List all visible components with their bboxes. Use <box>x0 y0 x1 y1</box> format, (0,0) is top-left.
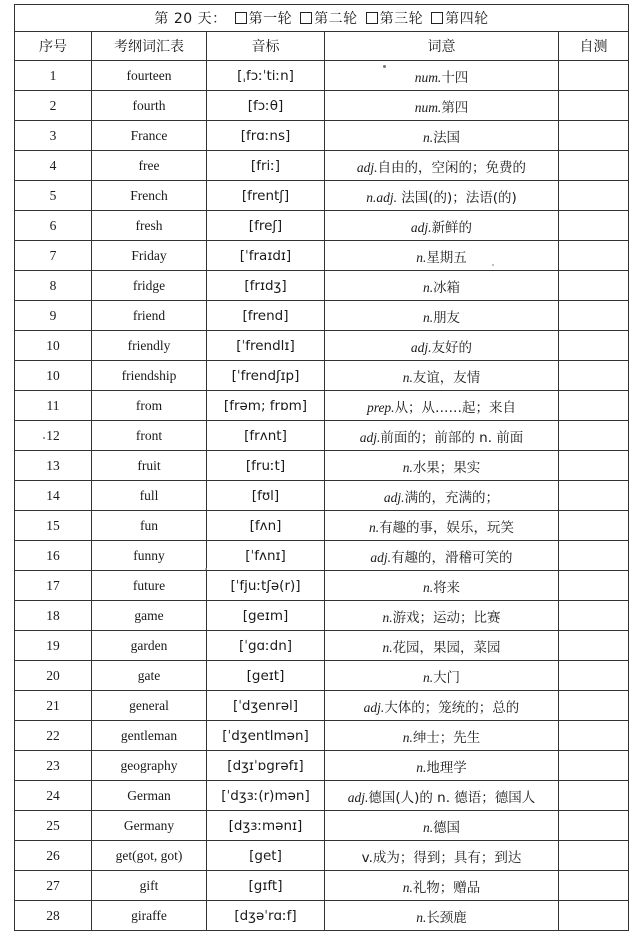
part-of-speech: n. <box>422 279 434 295</box>
self-test-cell[interactable] <box>559 331 629 361</box>
self-test-cell[interactable] <box>559 871 629 901</box>
meaning-cell <box>325 571 559 601</box>
self-test-cell[interactable] <box>559 151 629 181</box>
meaning-text: 满的，充满的； <box>404 489 500 506</box>
row-number: 16 <box>15 541 92 571</box>
meaning-cell <box>325 511 559 541</box>
vocabulary-sheet <box>14 4 628 931</box>
vocab-word: general <box>92 691 207 721</box>
part-of-speech: adj. <box>347 789 369 805</box>
vocab-word: fruit <box>92 451 207 481</box>
meaning-cell <box>325 751 559 781</box>
part-of-speech: adj. <box>359 429 381 445</box>
meaning-cell <box>325 151 559 181</box>
table-row <box>15 361 629 391</box>
vocab-word: fourth <box>92 91 207 121</box>
table-row <box>15 631 629 661</box>
table-row <box>15 871 629 901</box>
phonetic: [frʌnt] <box>207 421 325 451</box>
meaning-text: 有趣的，滑稽可笑的 <box>391 549 513 566</box>
meaning-text: 绅士；先生 <box>412 729 481 746</box>
day-label: 第 20 天： <box>154 11 227 27</box>
meaning-text: 将来 <box>433 579 461 596</box>
meaning-cell <box>325 301 559 331</box>
table-row <box>15 721 629 751</box>
table-row <box>15 271 629 301</box>
phonetic: [gɪft] <box>207 871 325 901</box>
meaning-text: 友好的 <box>431 339 473 356</box>
self-test-cell[interactable] <box>559 721 629 751</box>
phonetic: [frɑːns] <box>207 121 325 151</box>
meaning-text: 长颈鹿 <box>426 909 467 926</box>
row-number: 12 <box>15 421 92 451</box>
self-test-cell[interactable] <box>559 361 629 391</box>
row-number: 19 <box>15 631 92 661</box>
part-of-speech: n. <box>382 639 393 655</box>
vocab-word: front <box>92 421 207 451</box>
table-row <box>15 481 629 511</box>
phonetic: [dʒɜːmənɪ] <box>207 811 325 841</box>
part-of-speech: n. <box>422 309 434 325</box>
phonetic: [frəm; frɒm] <box>207 391 325 421</box>
table-row <box>15 181 629 211</box>
part-of-speech: n. <box>422 579 434 595</box>
table-row <box>15 541 629 571</box>
vocab-word: game <box>92 601 207 631</box>
column-header-row <box>15 32 629 61</box>
self-test-cell[interactable] <box>559 781 629 811</box>
day-header <box>15 5 629 32</box>
table-row <box>15 91 629 121</box>
vocab-word: fridge <box>92 271 207 301</box>
table-row <box>15 211 629 241</box>
meaning-cell <box>325 331 559 361</box>
self-test-cell[interactable] <box>559 841 629 871</box>
meaning-text: 大体的；笼统的；总的 <box>384 699 520 716</box>
self-test-cell[interactable] <box>559 691 629 721</box>
vocab-word: gift <box>92 871 207 901</box>
row-number: 17 <box>15 571 92 601</box>
phonetic: [ˈfrendlɪ] <box>207 331 325 361</box>
row-number: 23 <box>15 751 92 781</box>
self-test-cell[interactable] <box>559 541 629 571</box>
vocab-word: geography <box>92 751 207 781</box>
vocab-word: from <box>92 391 207 421</box>
meaning-cell <box>325 271 559 301</box>
meaning-cell <box>325 391 559 421</box>
meaning-cell <box>325 181 559 211</box>
meaning-text: 自由的，空闲的；免费的 <box>377 159 527 176</box>
part-of-speech: n.adj. <box>366 189 397 205</box>
row-number: 5 <box>15 181 92 211</box>
meaning-text: 大门 <box>433 669 461 686</box>
scan-speck <box>492 264 494 266</box>
row-number: 10 <box>15 331 92 361</box>
phonetic: [frentʃ] <box>207 181 325 211</box>
meaning-cell <box>325 631 559 661</box>
vocabulary-rows <box>15 61 629 931</box>
col-header-number: 序号 <box>15 32 92 61</box>
part-of-speech: n. <box>416 249 427 265</box>
meaning-text: 法国(的)；法语(的) <box>396 189 517 206</box>
row-number: 20 <box>15 661 92 691</box>
phonetic: [fʊl] <box>207 481 325 511</box>
table-row <box>15 781 629 811</box>
part-of-speech: n. <box>402 369 413 385</box>
vocab-word: garden <box>92 631 207 661</box>
self-test-cell[interactable] <box>559 511 629 541</box>
vocab-word: funny <box>92 541 207 571</box>
meaning-text: 冰箱 <box>433 279 461 296</box>
self-test-cell[interactable] <box>559 811 629 841</box>
meaning-text: 从；从……起；来自 <box>394 399 517 416</box>
row-number: 14 <box>15 481 92 511</box>
phonetic: [ˈdʒenrəl] <box>207 691 325 721</box>
meaning-cell <box>325 661 559 691</box>
vocab-word: friendship <box>92 361 207 391</box>
self-test-cell[interactable] <box>559 121 629 151</box>
table-row <box>15 841 629 871</box>
round-4-checkbox[interactable] <box>431 12 443 24</box>
meaning-cell <box>325 241 559 271</box>
row-number: 4 <box>15 151 92 181</box>
meaning-cell <box>325 841 559 871</box>
vocab-word: Friday <box>92 241 207 271</box>
table-row <box>15 811 629 841</box>
row-number: 22 <box>15 721 92 751</box>
table-row <box>15 661 629 691</box>
meaning-text: 前面的；前部的 n. 前面 <box>380 429 524 446</box>
meaning-cell <box>325 61 559 91</box>
meaning-text: 星期五 <box>426 249 467 266</box>
phonetic: [ˈgɑːdn] <box>207 631 325 661</box>
part-of-speech: n. <box>402 459 413 475</box>
table-row <box>15 121 629 151</box>
phonetic: [fʌn] <box>207 511 325 541</box>
meaning-text: 德国 <box>433 819 461 836</box>
meaning-text: 德国(人)的 n. 德语；德国人 <box>368 789 536 806</box>
meaning-text: 礼物；赠品 <box>412 879 481 896</box>
row-number: 18 <box>15 601 92 631</box>
vocab-word: France <box>92 121 207 151</box>
part-of-speech: n. <box>422 129 434 145</box>
part-of-speech: n. <box>368 519 380 535</box>
row-number: 7 <box>15 241 92 271</box>
phonetic: [ˈfʌnɪ] <box>207 541 325 571</box>
col-header-word: 考纲词汇表 <box>92 32 207 61</box>
phonetic: [ˈfraɪdɪ] <box>207 241 325 271</box>
part-of-speech: adj. <box>410 339 432 355</box>
vocab-word: fourteen <box>92 61 207 91</box>
part-of-speech: num. <box>414 69 442 85</box>
self-test-cell[interactable] <box>559 751 629 781</box>
phonetic: [fruːt] <box>207 451 325 481</box>
meaning-text: 第四 <box>441 99 469 116</box>
meaning-cell <box>325 691 559 721</box>
table-row <box>15 421 629 451</box>
meaning-text: 友谊，友情 <box>412 369 481 386</box>
part-of-speech: num. <box>414 99 442 115</box>
vocab-word: giraffe <box>92 901 207 931</box>
table-row <box>15 301 629 331</box>
self-test-cell[interactable] <box>559 481 629 511</box>
meaning-cell <box>325 541 559 571</box>
self-test-cell[interactable] <box>559 301 629 331</box>
vocab-word: friendly <box>92 331 207 361</box>
meaning-cell <box>325 721 559 751</box>
vocab-word: gentleman <box>92 721 207 751</box>
row-number: 10 <box>15 361 92 391</box>
row-number: 15 <box>15 511 92 541</box>
self-test-cell[interactable] <box>559 421 629 451</box>
row-number: 27 <box>15 871 92 901</box>
self-test-cell[interactable] <box>559 901 629 931</box>
phonetic: [friː] <box>207 151 325 181</box>
row-number: 2 <box>15 91 92 121</box>
meaning-text: 有趣的事，娱乐，玩笑 <box>379 519 515 536</box>
phonetic: [geɪm] <box>207 601 325 631</box>
vocab-word: get(got, got) <box>92 841 207 871</box>
part-of-speech: prep. <box>366 399 395 415</box>
round-1-label: 第一轮 <box>248 11 293 27</box>
row-number: 8 <box>15 271 92 301</box>
meaning-cell <box>325 91 559 121</box>
part-of-speech: adj. <box>363 699 385 715</box>
phonetic: [ˈdʒɜː(r)mən] <box>207 781 325 811</box>
self-test-cell[interactable] <box>559 91 629 121</box>
meaning-text: 法国 <box>433 129 461 146</box>
phonetic: [ˈfjuːtʃə(r)] <box>207 571 325 601</box>
part-of-speech: adj. <box>410 219 432 235</box>
meaning-cell <box>325 361 559 391</box>
phonetic: [frend] <box>207 301 325 331</box>
self-test-cell[interactable] <box>559 661 629 691</box>
phonetic: [ˈdʒentlmən] <box>207 721 325 751</box>
self-test-cell[interactable] <box>559 631 629 661</box>
phonetic: [get] <box>207 841 325 871</box>
scan-speck <box>205 568 207 570</box>
self-test-cell[interactable] <box>559 571 629 601</box>
table-row <box>15 601 629 631</box>
part-of-speech: n. <box>382 609 393 625</box>
part-of-speech: n. <box>422 819 434 835</box>
vocab-word: fresh <box>92 211 207 241</box>
round-4-label: 第四轮 <box>445 11 489 27</box>
meaning-cell <box>325 121 559 151</box>
table-row <box>15 901 629 931</box>
meaning-cell <box>325 421 559 451</box>
meaning-cell <box>325 481 559 511</box>
phonetic: [ˈfrendʃɪp] <box>207 361 325 391</box>
vocab-word: friend <box>92 301 207 331</box>
part-of-speech: n. <box>416 909 427 925</box>
row-number: 11 <box>15 391 92 421</box>
part-of-speech: adj. <box>356 159 378 175</box>
meaning-text: 游戏；运动；比赛 <box>392 609 501 626</box>
phonetic: [geɪt] <box>207 661 325 691</box>
self-test-cell[interactable] <box>559 271 629 301</box>
table-row <box>15 571 629 601</box>
self-test-cell[interactable] <box>559 61 629 91</box>
meaning-cell <box>325 811 559 841</box>
row-number: 28 <box>15 901 92 931</box>
title-row <box>15 5 629 32</box>
phonetic: [dʒɪˈɒgrəfɪ] <box>207 751 325 781</box>
table-row <box>15 751 629 781</box>
meaning-text: v.成为；得到；具有；到达 <box>361 849 522 866</box>
meaning-cell <box>325 781 559 811</box>
phonetic: [ˌfɔːˈtiːn] <box>207 61 325 91</box>
col-header-meaning: 词意 <box>325 32 559 61</box>
meaning-text: 新鲜的 <box>431 219 473 236</box>
round-3-checkbox[interactable] <box>366 12 378 24</box>
self-test-cell[interactable] <box>559 241 629 271</box>
row-number: 24 <box>15 781 92 811</box>
round-2-label: 第二轮 <box>314 11 358 27</box>
vocabulary-table <box>14 4 629 931</box>
self-test-cell[interactable] <box>559 391 629 421</box>
table-row <box>15 511 629 541</box>
round-1-checkbox[interactable] <box>235 12 247 24</box>
round-3-label: 第三轮 <box>379 11 424 27</box>
meaning-cell <box>325 451 559 481</box>
vocab-word: fun <box>92 511 207 541</box>
row-number: 6 <box>15 211 92 241</box>
table-row <box>15 331 629 361</box>
round-2-checkbox[interactable] <box>300 12 312 24</box>
meaning-text: 朋友 <box>433 309 461 326</box>
vocab-word: French <box>92 181 207 211</box>
scan-speck <box>383 65 386 68</box>
row-number: 9 <box>15 301 92 331</box>
self-test-cell[interactable] <box>559 601 629 631</box>
self-test-cell[interactable] <box>559 451 629 481</box>
col-header-phonetic: 音标 <box>207 32 325 61</box>
meaning-cell <box>325 211 559 241</box>
vocab-word: German <box>92 781 207 811</box>
table-row <box>15 151 629 181</box>
row-number: 13 <box>15 451 92 481</box>
meaning-cell <box>325 601 559 631</box>
vocab-word: full <box>92 481 207 511</box>
part-of-speech: n. <box>402 879 413 895</box>
part-of-speech: n. <box>402 729 413 745</box>
row-number: 3 <box>15 121 92 151</box>
table-row <box>15 691 629 721</box>
vocab-word: free <box>92 151 207 181</box>
meaning-cell <box>325 871 559 901</box>
phonetic: [fɔːθ] <box>207 91 325 121</box>
meaning-text: 水果；果实 <box>412 459 481 476</box>
part-of-speech: n. <box>422 669 434 685</box>
row-number: 1 <box>15 61 92 91</box>
part-of-speech: adj. <box>370 549 392 565</box>
scan-speck <box>43 437 45 439</box>
part-of-speech: adj. <box>383 489 405 505</box>
meaning-text: 花园，果园，菜园 <box>392 639 501 656</box>
table-row <box>15 391 629 421</box>
meaning-cell <box>325 901 559 931</box>
table-row <box>15 61 629 91</box>
phonetic: [dʒəˈrɑːf] <box>207 901 325 931</box>
row-number: 26 <box>15 841 92 871</box>
row-number: 21 <box>15 691 92 721</box>
table-row <box>15 241 629 271</box>
vocab-word: gate <box>92 661 207 691</box>
row-number: 25 <box>15 811 92 841</box>
meaning-text: 地理学 <box>426 759 467 776</box>
vocab-word: Germany <box>92 811 207 841</box>
meaning-text: 十四 <box>441 69 469 86</box>
vocab-word: future <box>92 571 207 601</box>
col-header-self-test: 自测 <box>559 32 629 61</box>
phonetic: [frɪdʒ] <box>207 271 325 301</box>
self-test-cell[interactable] <box>559 181 629 211</box>
phonetic: [freʃ] <box>207 211 325 241</box>
table-row <box>15 451 629 481</box>
self-test-cell[interactable] <box>559 211 629 241</box>
part-of-speech: n. <box>416 759 427 775</box>
